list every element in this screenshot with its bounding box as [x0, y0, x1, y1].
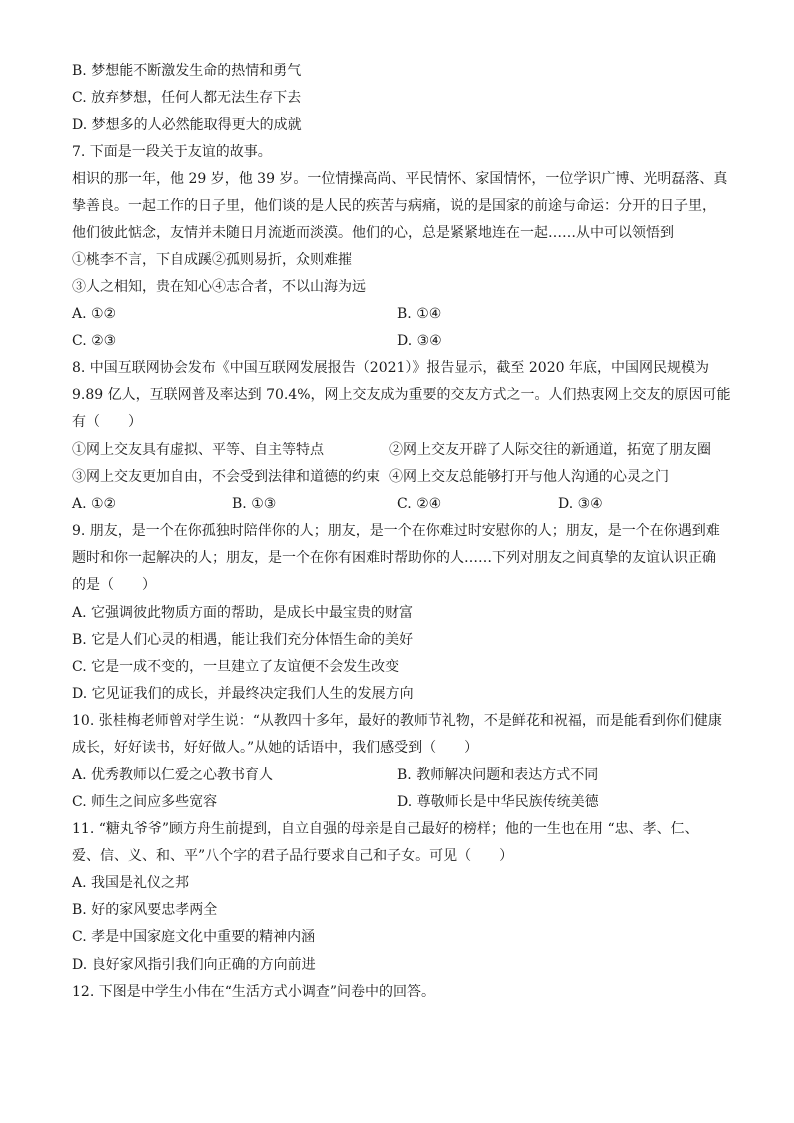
q8-statement-2: ②网上交友开辟了人际交往的新通道，拓宽了朋友圈 — [389, 442, 711, 458]
q7-option-c: C. ②③ — [72, 333, 117, 349]
q6-option-c: C. 放弃梦想，任何人都无法生存下去 — [72, 90, 302, 106]
q8-statement-3: ③网上交友更加自由，不会受到法律和道德的约束 — [72, 469, 380, 485]
q7-option-a: A. ①② — [72, 306, 117, 322]
q7-statements-1-2: ①桃李不言，下自成蹊②孤则易折，众则难摧 — [72, 252, 352, 268]
q7-option-b: B. ①④ — [397, 306, 442, 322]
q9-option-c: C. 它是一成不变的，一旦建立了友谊便不会发生改变 — [72, 659, 400, 675]
q8-option-d: D. ③④ — [558, 496, 603, 512]
q10-option-b: B. 教师解决问题和表达方式不同 — [397, 767, 599, 783]
q9-stem-line-3: 的是（ ） — [72, 577, 156, 593]
q11-option-a: A. 我国是礼仪之邦 — [72, 875, 190, 891]
q9-option-b: B. 它是人们心灵的相遇，能让我们充分体悟生命的美好 — [72, 632, 414, 648]
q11-option-c: C. 孝是中国家庭文化中重要的精神内涵 — [72, 929, 316, 945]
q10-option-d: D. 尊敬师长是中华民族传统美德 — [397, 794, 599, 810]
q8-option-a: A. ①② — [72, 496, 117, 512]
q9-stem-line-2: 题时和你一起解决的人；朋友，是一个在你有困难时帮助你的人……下列对朋友之间真挚的友谊认识正确 — [72, 550, 716, 566]
q8-stem-line-2: 9.89 亿人，互联网普及率达到 70.4%，网上交友成为重要的交友方式之一。人们热衷网上交友的原因可能 — [72, 387, 731, 403]
q11-option-b: B. 好的家风要忠孝两全 — [72, 902, 218, 918]
q10-option-a: A. 优秀教师以仁爱之心教书育人 — [72, 767, 274, 783]
q11-option-d: D. 良好家风指引我们向正确的方向前进 — [72, 957, 316, 973]
q7-statements-3-4: ③人之相知，贵在知心④志合者，不以山海为远 — [72, 279, 366, 295]
q8-statement-1: ①网上交友具有虚拟、平等、自主等特点 — [72, 442, 324, 458]
q9-stem-line-1: 9. 朋友，是一个在你孤独时陪伴你的人；朋友，是一个在你难过时安慰你的人；朋友，是一个在你遇到难 — [72, 523, 720, 539]
q6-option-d: D. 梦想多的人必然能取得更大的成就 — [72, 117, 302, 133]
q8-option-b: B. ①③ — [232, 496, 277, 512]
q10-stem-line-1: 10. 张桂梅老师曾对学生说：“从教四十多年，最好的教师节礼物，不是鲜花和祝福，而是能看到你们健康 — [72, 713, 722, 729]
q7-passage-line-2: 挚善良。一起工作的日子里，他们谈的是人民的疾苦与病痛，说的是国家的前途与命运：分开的日子里， — [72, 198, 716, 214]
q7-option-d: D. ③④ — [397, 333, 442, 349]
q7-passage-line-3: 他们彼此惦念，友情并未随日月流逝而淡漠。他们的心，总是紧紧地连在一起……从中可以领悟到 — [72, 225, 674, 241]
q8-stem-line-1: 8. 中国互联网协会发布《中国互联网发展报告（2021）》报告显示，截至 2020 年底，中国网民规模为 — [72, 360, 709, 376]
q6-option-b: B. 梦想能不断激发生命的热情和勇气 — [72, 63, 302, 79]
q10-stem-line-2: 成长，好好读书，好好做人。”从她的话语中，我们感受到（ ） — [72, 740, 479, 756]
q8-statement-4: ④网上交友总能够打开与他人沟通的心灵之门 — [389, 469, 669, 485]
q8-stem-line-3: 有（ ） — [72, 414, 142, 430]
q9-option-a: A. 它强调彼此物质方面的帮助，是成长中最宝贵的财富 — [72, 605, 414, 621]
q12-stem: 12. 下图是中学生小伟在“生活方式小调查”问卷中的回答。 — [72, 984, 436, 1000]
q9-option-d: D. 它见证我们的成长，并最终决定我们人生的发展方向 — [72, 686, 414, 702]
q7-passage-line-1: 相识的那一年，他 29 岁，他 39 岁。一位情操高尚、平民情怀、家国情怀，一位学识广博、光明磊落、真 — [72, 171, 728, 187]
q8-option-c: C. ②④ — [397, 496, 442, 512]
q11-stem-line-1: 11. “糖丸爷爷”顾方舟生前提到，自立自强的母亲是自己最好的榜样；他的一生也在用 “忠、孝、仁、 — [72, 821, 699, 837]
q7-stem: 7. 下面是一段关于友谊的故事。 — [72, 144, 272, 160]
q10-option-c: C. 师生之间应多些宽容 — [72, 794, 218, 810]
q11-stem-line-2: 爱、信、义、和、平”八个字的君子品行要求自己和子女。可见（ ） — [72, 848, 514, 864]
